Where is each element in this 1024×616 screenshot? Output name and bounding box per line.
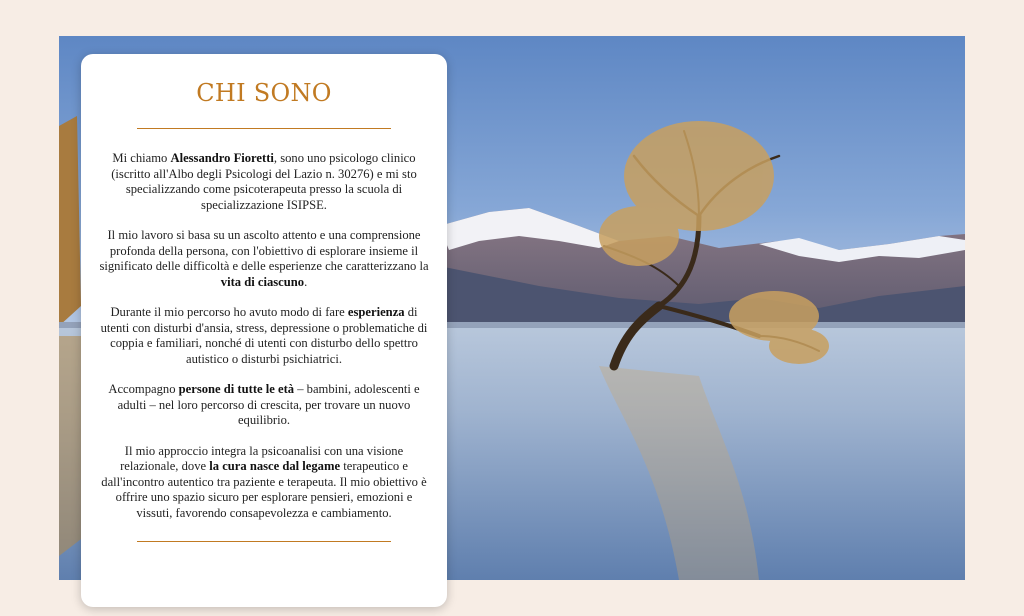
paragraph-text: di utenti con disturbi d'ansia, stress, depressione o problematiche di coppia e familiari, nonché di utenti con disturbo dello spettro autistico o disturbi psichiatrici. bbox=[100, 305, 428, 366]
highlight-text: Alessandro Fioretti bbox=[170, 151, 274, 166]
bottom-divider bbox=[137, 541, 391, 542]
highlight-text: persone di tutte le età bbox=[178, 382, 295, 397]
highlight-text: vita di ciascuno bbox=[220, 274, 305, 289]
about-paragraph bbox=[97, 444, 431, 521]
paragraph-text: . bbox=[304, 274, 308, 289]
paragraph-text: terapeutico e dall'incontro autentico tra paziente e terapeuta. Il mio obiettivo è offrire uno spazio sicuro per esplorare pensieri, emozioni e vissuti, favorendo consapevolezza e cambiamento. bbox=[101, 459, 427, 520]
about-text bbox=[81, 129, 447, 521]
about-paragraph bbox=[97, 382, 431, 428]
paragraph-text: , sono uno psicologo clinico (iscritto all'Albo degli Psicologi del Lazio n. 30276) e mi sto specializzando come psicoterapeuta presso la scuola di specializzazione ISIPSE. bbox=[111, 151, 417, 212]
paragraph-text: Mi chiamo bbox=[112, 151, 171, 166]
paragraph-text: – bambini, adolescenti e adulti – nel loro percorso di crescita, per trovare un nuovo equilibrio. bbox=[117, 382, 420, 428]
about-paragraph bbox=[97, 151, 431, 213]
paragraph-text: Durante il mio percorso ho avuto modo di fare bbox=[110, 305, 348, 320]
about-paragraph bbox=[97, 305, 431, 367]
about-card bbox=[81, 54, 447, 607]
section-title: CHI SONO bbox=[196, 79, 332, 107]
highlight-text: esperienza bbox=[347, 305, 405, 320]
highlight-text: la cura nasce dal legame bbox=[209, 459, 341, 474]
paragraph-text: Accompagno bbox=[108, 382, 179, 397]
about-paragraph bbox=[97, 228, 431, 290]
paragraph-text: Il mio approccio integra la psicoanalisi con una visione relazionale, dove bbox=[120, 443, 404, 474]
paragraph-text: Il mio lavoro si basa su un ascolto attento e una comprensione profonda della persona, con l'obiettivo di esplorare insieme il significato delle difficoltà e delle esperienze che caratterizzano la bbox=[99, 228, 429, 274]
